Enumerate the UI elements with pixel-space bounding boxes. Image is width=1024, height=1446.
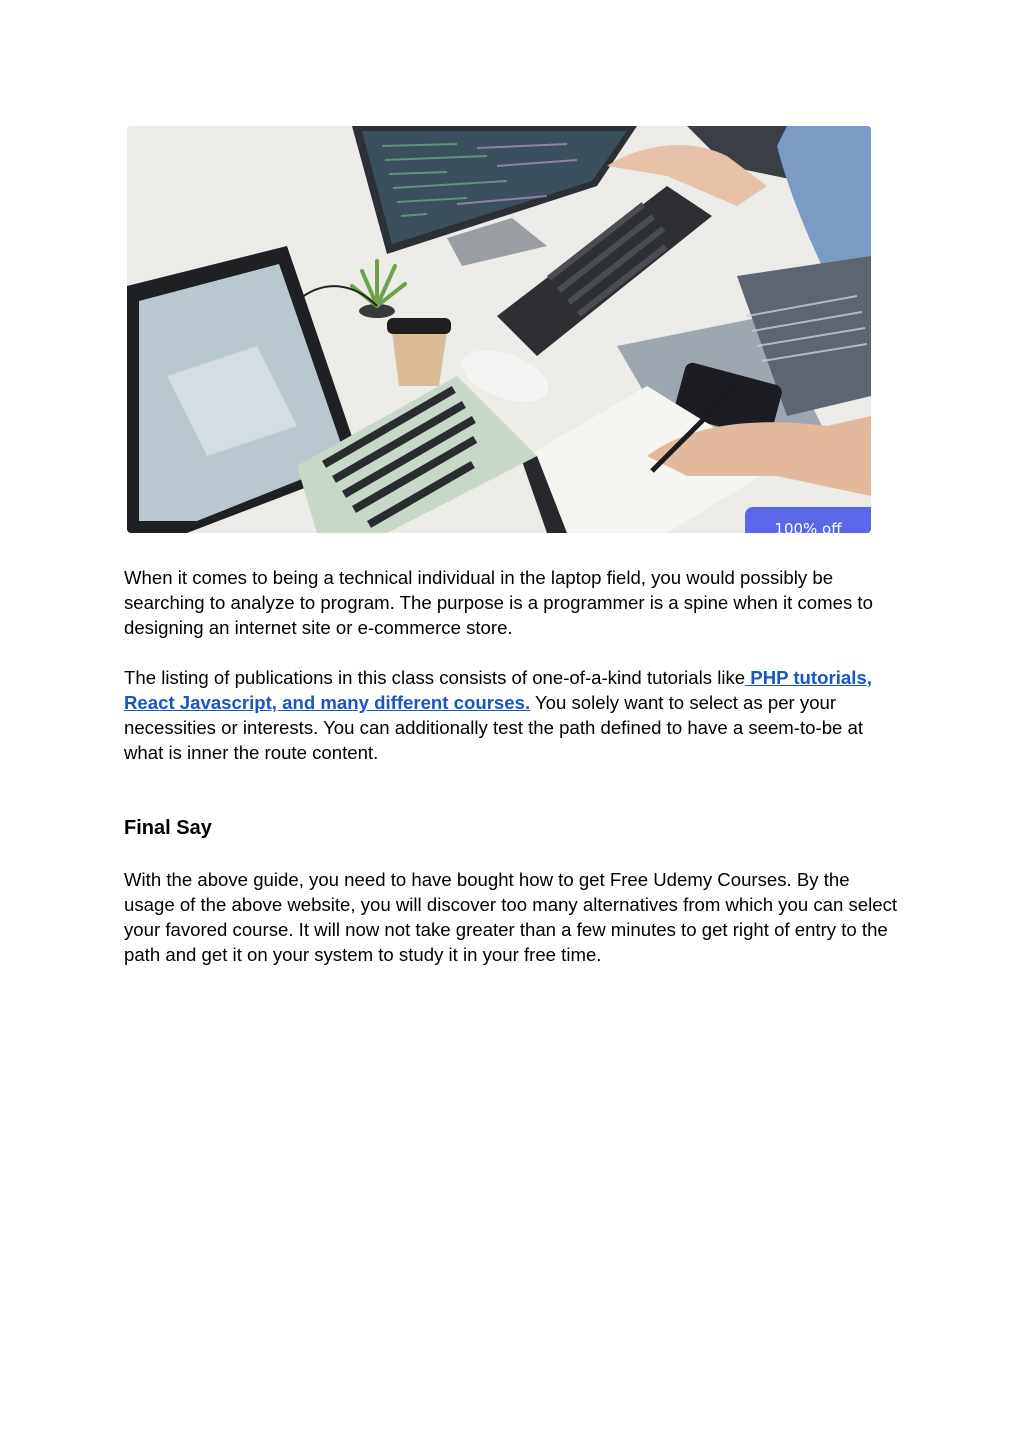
courses-link[interactable]: PHP tutorials, React Javascript, and many different courses.	[124, 667, 872, 713]
courses-paragraph-tail: You solely want to select as per your necessities or interests. You can additionally test the path defined to have a seem-to-be at what is inner the route content.	[124, 692, 864, 763]
discount-badge: 100% off	[745, 507, 871, 533]
courses-paragraph	[124, 665, 904, 765]
courses-paragraph-lead: The listing of publications in this class consists of one-of-a-kind tutorials like	[124, 667, 746, 688]
hero-photo	[127, 126, 871, 533]
intro-paragraph: When it comes to being a technical individual in the laptop field, you would possibly be searching to analyze to program. The purpose is a programmer is a spine when it comes to designing an internet site or e-commerce store.	[124, 567, 873, 638]
conclusion-paragraph: With the above guide, you need to have bought how to get Free Udemy Courses. By the usage of the above website, you will discover too many alternatives from which you can select your favored course. It will now not take greater than a few minutes to get right of entry to the path and get it on your system to study it in your free time.	[124, 869, 898, 965]
workspace-illustration	[127, 126, 871, 533]
final-say-heading: Final Say	[124, 817, 212, 839]
